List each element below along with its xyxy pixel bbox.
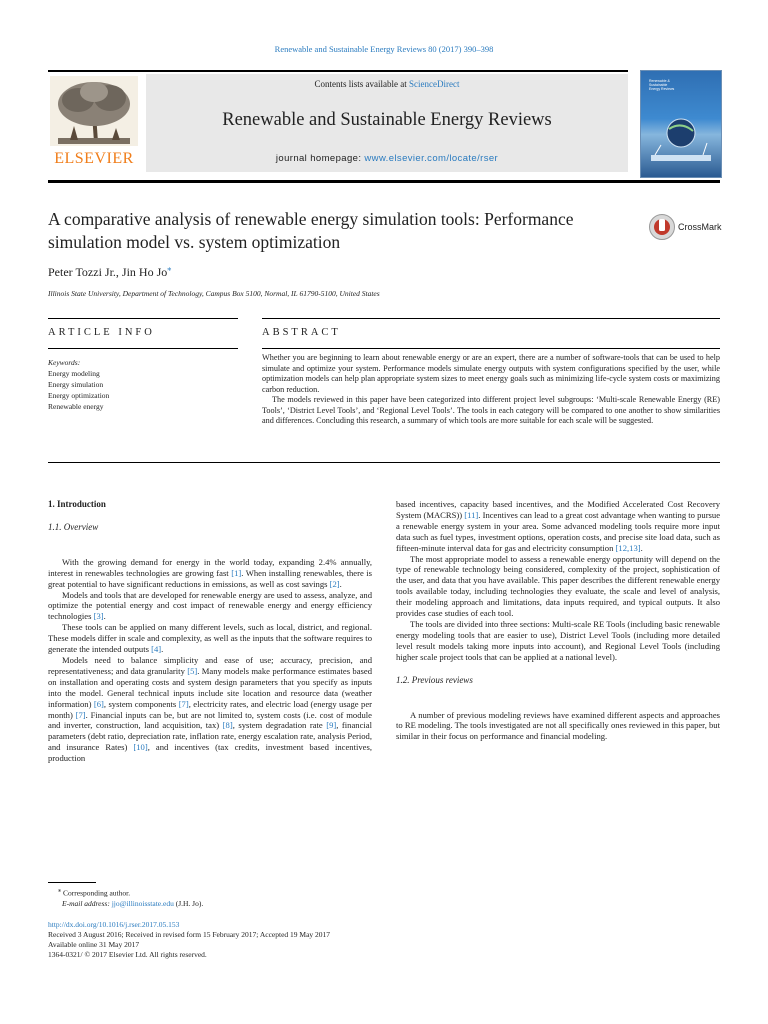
homepage-line: [146, 153, 628, 164]
online-date: Available online 31 May 2017: [48, 940, 140, 949]
email-suffix: (J.H. Jo).: [173, 898, 204, 908]
keyword-item: Energy optimization: [48, 391, 110, 400]
reference-link[interactable]: [7]: [75, 709, 86, 720]
reference-link[interactable]: [7]: [178, 698, 189, 709]
body-paragraph: Models and tools that are developed for renewable energy are used to assess, analyze, and optimize the potential energy and cost impact of renewable energy and energy efficiency technologies [3].: [48, 589, 372, 622]
corresponding-author-mark[interactable]: ⁎: [167, 264, 172, 273]
doi-link[interactable]: http://dx.doi.org/10.1016/j.rser.2017.05.153: [48, 920, 180, 929]
abstract-heading: ABSTRACT: [262, 327, 341, 338]
reference-link[interactable]: [6]: [93, 698, 104, 709]
reference-link[interactable]: [8]: [222, 720, 233, 731]
journal-homepage-link[interactable]: www.elsevier.com/locate/rser: [364, 153, 499, 164]
keyword-item: Energy simulation: [48, 380, 104, 389]
keyword-item: Energy modeling: [48, 369, 100, 378]
reference-link[interactable]: [11]: [464, 509, 479, 520]
journal-banner: [146, 74, 628, 172]
cover-title-line: Sustainable: [649, 83, 668, 87]
reference-link[interactable]: [1]: [231, 567, 242, 578]
paper-title: A comparative analysis of renewable energy simulation tools: Performance simulation model vs. system optimization: [48, 209, 574, 252]
body-paragraph: The most appropriate model to assess a renewable energy opportunity will depend on the type of renewable technology being considered, complexity of the project, sophistication of the user, and data that you have available. This paper describes the different renewable energy tools available today, including technologies they evaluate, the scale and level of analysis, their modeling approach and limitations, data inputs required, and typical outputs. It also provides case studies of each tool.: [396, 553, 720, 619]
authors-text: Peter Tozzi Jr., Jin Ho Jo: [48, 265, 168, 279]
cover-title-line: Energy Reviews: [649, 87, 675, 91]
footnote-mark: ⁎: [58, 887, 62, 894]
spacer: [48, 545, 372, 557]
abstract-rule-top: [262, 318, 720, 319]
reference-link[interactable]: [12,13]: [615, 542, 641, 553]
body-paragraph: based incentives, capacity based incentives, and the Modified Accelerated Cost Recovery System (MACRS)) [11]. Incentives can lead to a great cost advantage when wanting to pursue a renewable energy system in your area. Some advanced modeling tools require more input data such as fuel types, investment options, operation costs, and precise site load data, such as fifteen-minute interval data for gas and electricity consumption [12,13].: [396, 499, 721, 553]
journal-citation-link[interactable]: Renewable and Sustainable Energy Reviews 80 (2017) 390–398: [274, 44, 494, 54]
contents-prefix: Contents lists available at: [314, 79, 409, 89]
abstract-rule-bottom: [48, 462, 720, 463]
body-paragraph: These tools can be applied on many different levels, such as local, district, and regional. These models differ in scale and complexity, as well as the inputs that the software requires to generate the intended outputs [4].: [48, 622, 372, 655]
corresponding-author-note: [48, 886, 428, 899]
abstract-text: [262, 353, 720, 427]
body-paragraph: A number of previous modeling reviews have examined different aspects and approaches to RE modeling. The tools investigated are not all specifically ones reviewed in this paper, but similar in their focus on performance and financial modeling.: [396, 709, 720, 742]
email-label: E-mail address:: [62, 898, 112, 908]
spacer: [396, 698, 720, 710]
author-email-link[interactable]: jjo@illinoisstate.edu: [111, 898, 174, 908]
reference-link[interactable]: [4]: [151, 644, 162, 655]
homepage-prefix: journal homepage:: [275, 153, 365, 164]
keywords-block: [48, 357, 238, 412]
email-note: [48, 899, 428, 909]
copyright: 1364-0321/ © 2017 Elsevier Ltd. All rights reserved.: [48, 950, 207, 959]
received-dates: Received 3 August 2016; Received in revised form 15 February 2017; Accepted 19 May 2017: [48, 930, 331, 939]
article-metadata: [48, 920, 448, 960]
body-paragraph: The tools are divided into three sections: Multi-scale RE Tools (including basic renewable energy modeling tools that are easier to use), District Level Tools (including more detailed level result models taking more inputs into account), and Regional Level Tools (including higher scale project tools that can be applied at a national level).: [396, 618, 720, 662]
reference-link[interactable]: [10]: [133, 742, 148, 753]
author-affiliation: Illinois State University, Department of Technology, Campus Box 5100, Normal, IL 61790-5100, United States: [48, 289, 380, 298]
contents-line: [146, 79, 628, 89]
article-info-rule-top: [48, 318, 238, 319]
section-heading-introduction: 1. Introduction: [48, 499, 106, 509]
spacer: [396, 663, 720, 675]
abstract-paragraph: The models reviewed in this paper have been categorized into different project level subgroups: ‘Multi-scale Renewable Energy (RE) Tools’, ‘District Level Tools’, and ‘Regional Level Tools’. The tools in each category will be compared to one another to show similarities and differences. Concluding this research, a summary of which tools are more suitable for each scale will be suggested.: [262, 395, 720, 425]
publisher-wordmark: ELSEVIER: [54, 150, 134, 167]
crossmark-icon: [648, 212, 676, 242]
journal-cover-thumbnail[interactable]: [640, 70, 722, 178]
reference-link[interactable]: [9]: [326, 720, 337, 731]
reference-link[interactable]: [5]: [187, 665, 198, 676]
body-paragraph: With the growing demand for energy in the world today, expanding 2.4% annually, interest in renewables technologies are growing fast [1]. When installing renewables, there is great potential to have significant reductions in emissions, as well as cost savings [2].: [48, 556, 372, 589]
masthead: [48, 74, 628, 172]
footnote-rule: [48, 882, 96, 883]
body-paragraph: Models need to balance simplicity and ease of use; accuracy, precision, and representativeness; and data granularity [5]. Many models make performance estimates based on installation and operating costs and system design parameters that you specify as inputs into the model. General technical inputs include site location and resource data (weather information) [6], system components [7], electricity rates, and electric load (energy usage per month) [7]. Financial inputs can be, but are not limited to, system costs (i.e. cost of module and inverter, construction, land acquisition, tax) [8], system degradation rate [9], financial parameters (debt ratio, depreciation rate, inflation rate, energy escalation rate, analysis Period, and insurance Rates) [10], and incentives (tax credits, investment based incentives, production: [48, 654, 372, 764]
reference-link[interactable]: [3]: [93, 611, 104, 622]
article-info-heading: ARTICLE INFO: [48, 327, 155, 338]
keyword-item: Renewable energy: [48, 402, 104, 411]
sciencedirect-link[interactable]: ScienceDirect: [409, 79, 460, 89]
body-column-left: [48, 497, 372, 764]
author-list: [48, 264, 171, 280]
reference-link[interactable]: [2]: [329, 578, 340, 589]
crossmark-label: CrossMark: [678, 222, 722, 232]
cover-globe-icon: [641, 71, 721, 177]
body-column-right: [396, 499, 720, 742]
footnote-text: Corresponding author.: [61, 888, 131, 898]
journal-name: Renewable and Sustainable Energy Reviews: [222, 110, 552, 130]
masthead-bottom-rule: [48, 180, 720, 183]
top-rule: [48, 70, 628, 72]
abstract-paragraph: Whether you are beginning to learn about renewable energy or are an expert, there are a number of software-tools that can be used to help simulate and optimize your system. Performance models simulate energy outputs with system configurations specified by the user, while optimization models can help plan appropriate system sizes to meet energy goals such as minimizing life-cycle system costs or maximizing carbon reduction.: [262, 353, 720, 394]
abstract-rule-mid: [262, 348, 720, 349]
cover-title-line: Renewable &: [649, 79, 670, 83]
footnotes: [48, 882, 428, 909]
article-info-rule-mid: [48, 348, 238, 349]
subsection-heading-overview: 1.1. Overview: [48, 521, 99, 532]
keywords-label: Keywords:: [48, 358, 81, 367]
crossmark-button[interactable]: [648, 212, 748, 242]
subsection-heading-previous-reviews: 1.2. Previous reviews: [396, 674, 473, 685]
